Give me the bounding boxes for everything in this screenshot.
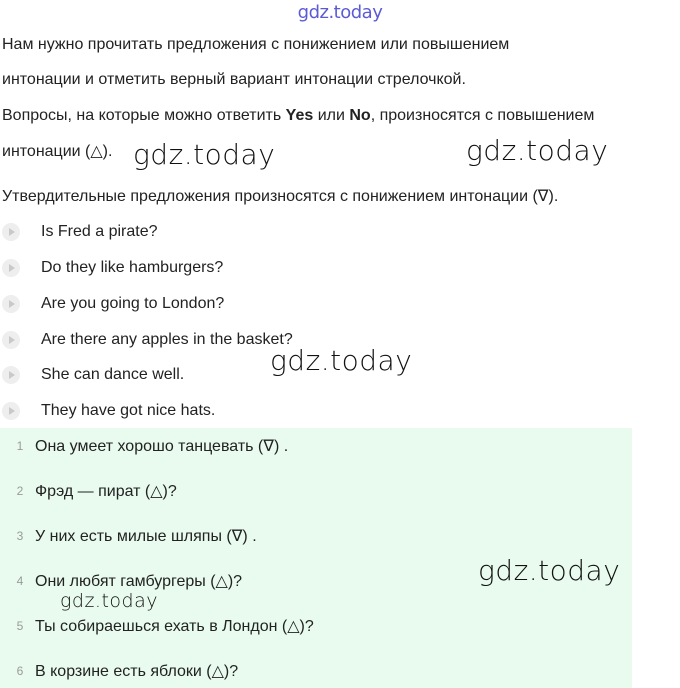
- list-item: [0, 257, 224, 279]
- answer-number: 1: [16, 439, 24, 453]
- play-bullet-icon: [2, 223, 20, 241]
- instruction-line-2: интонации и отметить верный вариант интонации стрелочкой.: [2, 71, 466, 88]
- p3-part-b: , произносятся с повышением: [370, 107, 595, 124]
- answer-number: 3: [16, 529, 24, 543]
- sentence-text: Is Fred a pirate?: [41, 223, 158, 240]
- answer-number: 2: [16, 484, 24, 498]
- list-item: [0, 364, 185, 386]
- watermark-top: gdz.today: [297, 2, 383, 23]
- answer-text: Ты собираешься ехать в Лондон (△)?: [35, 618, 314, 635]
- play-bullet-icon: [2, 295, 20, 313]
- list-item: [0, 329, 293, 351]
- no-word: No: [349, 107, 371, 124]
- sentence-text: They have got nice hats.: [41, 402, 216, 419]
- answer-text: Они любят гамбургеры (△)?: [35, 573, 243, 590]
- instruction-line-4: интонации (△).: [2, 143, 113, 160]
- list-item: [0, 221, 158, 243]
- yes-word: Yes: [285, 107, 314, 124]
- instruction-line-1: Нам нужно прочитать предложения с понижением или повышением: [2, 36, 510, 53]
- play-bullet-icon: [2, 402, 20, 420]
- sentence-text: Are you going to London?: [41, 295, 225, 312]
- answer-number: 5: [16, 619, 24, 633]
- instruction-line-3: [2, 106, 594, 126]
- answer-text: В корзине есть яблоки (△)?: [35, 663, 239, 680]
- answer-number: 6: [16, 664, 24, 678]
- watermark-overlay: gdz.today: [478, 554, 621, 587]
- sentence-text: Are there any apples in the basket?: [41, 331, 293, 348]
- answer-text: Фрэд — пират (△)?: [35, 483, 177, 500]
- play-bullet-icon: [2, 331, 20, 349]
- watermark-overlay: gdz.today: [60, 590, 158, 612]
- answer-number: 4: [16, 574, 24, 588]
- play-bullet-icon: [2, 259, 20, 277]
- p3-or: или: [313, 107, 350, 124]
- play-bullet-icon: [2, 366, 20, 384]
- sentence-text: She can dance well.: [41, 366, 185, 383]
- watermark-overlay: gdz.today: [133, 138, 276, 171]
- sentence-text: Do they like hamburgers?: [41, 259, 224, 276]
- watermark-overlay: gdz.today: [466, 134, 609, 167]
- answer-text: Она умеет хорошо танцевать (∇) .: [35, 438, 289, 455]
- p3-part-a: Вопросы, на которые можно ответить: [2, 107, 286, 124]
- answer-text: У них есть милые шляпы (∇) .: [35, 528, 257, 545]
- list-item: [0, 293, 225, 315]
- list-item: [0, 400, 216, 422]
- watermark-overlay: gdz.today: [270, 344, 413, 377]
- instruction-line-5: Утвердительные предложения произносятся с понижением интонации (∇).: [2, 188, 559, 205]
